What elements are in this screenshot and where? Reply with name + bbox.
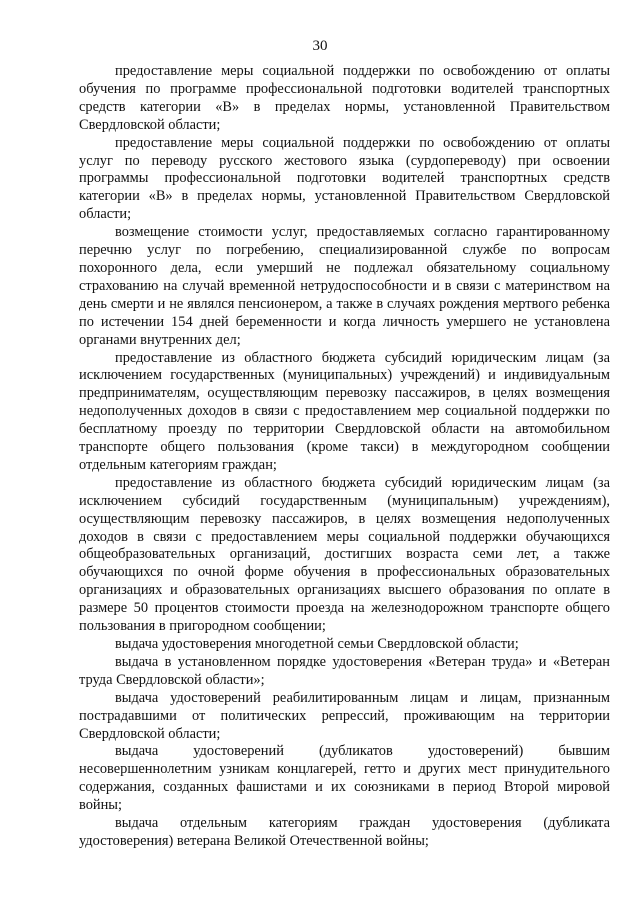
document-body (79, 63, 610, 851)
paragraph-driver-training-fee: предоставление меры социальной поддержки по освобождению от оплаты обучения по программе профессиональной подготовки водителей транспортных средств категории «В» в пределах нормы, установленной Правительством Свердловской области; (79, 63, 610, 133)
paragraph-labor-veteran-certificate: выдача в установленном порядке удостоверения «Ветеран труда» и «Ветеран труда Свердловской области»; (79, 653, 610, 688)
paragraph-suburban-rail-subsidy: предоставление из областного бюджета субсидий юридическим лицам (за исключением субсидий государственным (муниципальным) учреждениям), осуществляющим перевозку пассажиров, в целях возмещения недополученных доходов в связи с предоставлением меры социальной поддержки обучающихся общеобразовательных организаций, достигших возраста семи лет, а также обучающихся по очной форме обучения в профессиональных образовательных организациях и образовательных организациях высшего образования по оплате в размере 50 процентов стоимости проезда на железнодорожном транспорте общего пользования в пригородном сообщении; (79, 474, 610, 635)
paragraph-concentration-camp-certificate: выдача удостоверений (дубликатов удостоверений) бывшим несовершеннолетним узникам концлагерей, гетто и других мест принудительного содержания, созданных фашистами и их союзниками в период Второй мировой войны; (79, 743, 610, 814)
paragraph-intercity-transport-subsidy: предоставление из областного бюджета субсидий юридическим лицам (за исключением государственных (муниципальных) учреждений) и индивидуальным предпринимателям, осуществляющим перевозку пассажиров, в целях возмещения недополученных доходов в связи с предоставлением мер социальной поддержки по бесплатному проезду по территории Свердловской области на автомобильном транспорте общего пользования (кроме такси) в междугородном сообщении отдельным категориям граждан; (79, 349, 610, 473)
page-number: 30 (312, 38, 328, 54)
paragraph-large-family-certificate: выдача удостоверения многодетной семьи Свердловской области; (115, 636, 519, 652)
paragraph-rehabilitated-certificate: выдача удостоверений реабилитированным лицам и лицам, признанным пострадавшими от политических репрессий, проживающим на территории Свердловской области; (79, 689, 610, 742)
paragraph-war-veteran-certificate: выдача отдельным категориям граждан удостоверения (дубликата удостоверения) ветерана Великой Отечественной войны; (79, 815, 610, 849)
paragraph-sign-language-fee: предоставление меры социальной поддержки по освобождению от оплаты услуг по переводу русского жестового языка (сурдопереводу) при освоении программы профессиональной подготовки водителей транспортных средств категории «В» в пределах нормы, установленной Правительством Свердловской области; (79, 134, 610, 223)
paragraph-funeral-services: возмещение стоимости услуг, предоставляемых согласно гарантированному перечню услуг по погребению, специализированной службе по вопросам похоронного дела, если умерший не подлежал обязательному социальному страхованию на случай временной нетрудоспособности и в связи с материнством на день смерти и не являлся пенсионером, а также в случаях рождения мертвого ребенка по истечении 154 дней беременности и когда личность умершего не установлена органами внутренних дел; (79, 224, 610, 348)
